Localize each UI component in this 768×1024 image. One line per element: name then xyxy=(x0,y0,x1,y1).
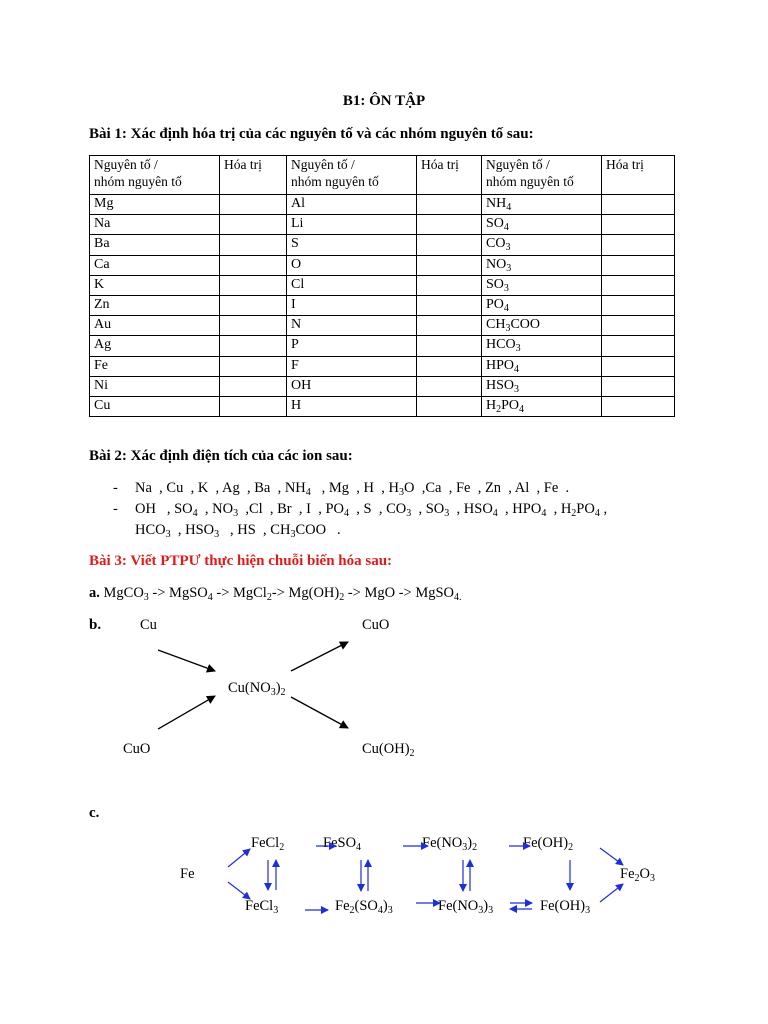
group-name-cell: $PO_4$ xyxy=(482,295,602,315)
node-cuo-top: CuO xyxy=(362,617,390,633)
arrow-cuno3-to-cuo xyxy=(291,642,348,671)
element-name-cell: P xyxy=(287,336,417,356)
node-fecl2: FeCl$_2$ xyxy=(251,835,285,853)
arrow-cuo-to-cuno3 xyxy=(158,696,215,729)
ion-list-line-1: - Na , Cu , K , Ag , Ba , $NH_4$ , Mg , H , $H_3O$ ,Ca , Fe , Zn , Al , Fe . xyxy=(113,480,570,498)
bai3-heading: Bài 3: Viết PTPƯ thực hiện chuỗi biến hóa sau: xyxy=(89,553,393,569)
chain-c-label: c. xyxy=(89,805,100,821)
node-cuoh2: $Cu(OH)_2$ xyxy=(362,741,415,759)
group-name-cell: $HCO_3$ xyxy=(482,336,602,356)
element-name-cell: Li xyxy=(287,215,417,235)
node-fe2so43: $Fe_2(SO_4)_3$ xyxy=(335,898,393,916)
header-name-cell: Nguyên tố / nhóm nguyên tố xyxy=(482,156,602,195)
bai2-heading: Bài 2: Xác định điện tích của các ion sau: xyxy=(89,448,353,464)
node-fe2o3: $Fe_2O_3$ xyxy=(620,866,655,884)
element-name-cell: Mg xyxy=(90,195,220,215)
group-name-cell: $NH_4$ xyxy=(482,195,602,215)
node-cu: Cu xyxy=(140,617,157,633)
element-name-cell: Cu xyxy=(90,396,220,416)
element-name-cell: F xyxy=(287,356,417,376)
node-fecl3: FeCl$_3$ xyxy=(245,898,279,916)
group-name-cell: $H_2PO_4$ xyxy=(482,396,602,416)
element-name-cell: Na xyxy=(90,215,220,235)
element-name-cell: Fe xyxy=(90,356,220,376)
node-feoh2: $Fe(OH)_2$ xyxy=(523,835,574,853)
node-cuo-bottom: CuO xyxy=(123,741,151,757)
element-name-cell: Ca xyxy=(90,255,220,275)
element-name-cell: Cl xyxy=(287,275,417,295)
group-name-cell: $HSO_3$ xyxy=(482,376,602,396)
group-name-cell: $HPO_4$ xyxy=(482,356,602,376)
element-name-cell: OH xyxy=(287,376,417,396)
arrow-cu-to-cuno3 xyxy=(158,650,215,671)
node-fe: Fe xyxy=(180,866,195,882)
element-name-cell: S xyxy=(287,235,417,255)
page-title: B1: ÔN TẬP xyxy=(342,93,426,109)
element-name-cell: Ni xyxy=(90,376,220,396)
element-name-cell: Au xyxy=(90,316,220,336)
element-name-cell: N xyxy=(287,316,417,336)
header-name-cell: Nguyên tố / nhóm nguyên tố xyxy=(90,156,220,195)
group-name-cell: $SO_3$ xyxy=(482,275,602,295)
group-name-cell: $SO_4$ xyxy=(482,215,602,235)
node-feno3-3: $Fe(NO_3)_3$ xyxy=(438,898,494,916)
group-name-cell: $CO_3$ xyxy=(482,235,602,255)
header-valence-cell: Hóa trị xyxy=(602,156,675,195)
chain-a: a. MgCO$_3$ -> MgSO$_4$ -> MgCl$_2$-> $Mg(OH)_2$ -> MgO -> MgSO$_{4.}$ xyxy=(89,585,462,603)
node-feso4: FeSO$_4$ xyxy=(323,835,362,853)
ion-list-line-3: $HCO_3$ , $HSO_3$ , HS , $CH_3COO$ . xyxy=(135,522,341,540)
bai1-heading: Bài 1: Xác định hóa trị của các nguyên tố và các nhóm nguyên tố sau: xyxy=(89,126,534,142)
element-name-cell: I xyxy=(287,295,417,315)
arrow-cuno3-to-cuoh2 xyxy=(291,697,348,728)
node-feno3-2: $Fe(NO_3)_2$ xyxy=(422,835,478,853)
arrow-feoh3-to-fe2o3 xyxy=(600,884,623,902)
element-name-cell: Zn xyxy=(90,295,220,315)
group-name-cell: $CH_3COO$ xyxy=(482,316,602,336)
element-name-cell: O xyxy=(287,255,417,275)
header-valence-cell: Hóa trị xyxy=(417,156,482,195)
arrow-feoh2-to-fe2o3 xyxy=(600,848,623,865)
element-name-cell: H xyxy=(287,396,417,416)
arrow-fe-to-fecl2 xyxy=(228,849,250,867)
element-name-cell: K xyxy=(90,275,220,295)
node-cuno3-2: $Cu(NO_3)_2$ xyxy=(228,680,286,698)
ion-list-line-2: - OH , $SO_4$ , $NO_3$ ,Cl , Br , I , $PO_4$ , S , $CO_3$ , $SO_3$ , $HSO_4$ , $HPO_4$ , $H_2PO_4$ , xyxy=(113,501,608,519)
chain-b-label: b. xyxy=(89,617,102,633)
element-name-cell: Al xyxy=(287,195,417,215)
node-feoh3: $Fe(OH)_3$ xyxy=(540,898,591,916)
header-valence-cell: Hóa trị xyxy=(220,156,287,195)
element-name-cell: Ag xyxy=(90,336,220,356)
arrow-fe-to-fecl3 xyxy=(228,882,250,899)
header-name-cell: Nguyên tố / nhóm nguyên tố xyxy=(287,156,417,195)
group-name-cell: $NO_3$ xyxy=(482,255,602,275)
element-name-cell: Ba xyxy=(90,235,220,255)
